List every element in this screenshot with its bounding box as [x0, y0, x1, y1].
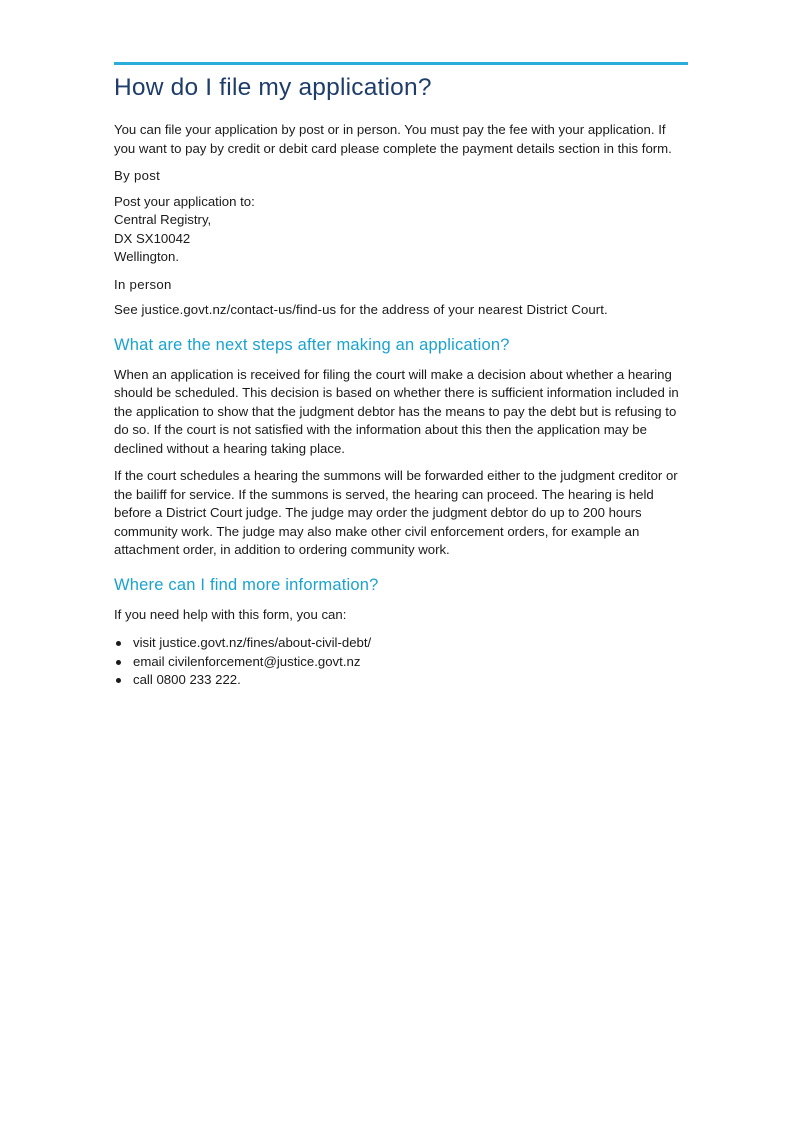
help-item-text: visit justice.govt.nz/fines/about-civil-debt/	[133, 635, 372, 650]
intro-paragraph: You can file your application by post or in person. You must pay the fee with your application. If you want to pay by credit or debit card please complete the payment details section in this form.	[114, 122, 672, 156]
list-item	[114, 634, 688, 653]
bullet-icon	[116, 678, 121, 683]
address-line: Post your application to:	[114, 193, 255, 209]
help-list	[114, 634, 688, 690]
postal-address	[114, 193, 688, 267]
help-item-text: email civilenforcement@justice.govt.nz	[133, 653, 361, 669]
top-accent-rule	[114, 62, 688, 65]
address-line: Central Registry,	[114, 212, 212, 227]
bullet-icon	[116, 641, 121, 646]
in-person-heading: In person	[114, 276, 172, 292]
more-info-heading: Where can I find more information?	[114, 575, 379, 594]
in-person-text: See justice.govt.nz/contact-us/find-us for the address of your nearest District Court.	[114, 302, 608, 317]
next-steps-heading: What are the next steps after making an application?	[114, 335, 510, 354]
next-steps-paragraph: When an application is received for filing the court will make a decision about whether a hearing should be scheduled. This decision is based on whether there is sufficient information included in the application to show that the judgment debtor has the means to pay the debt but is refusing to do so. If the court is not satisfied with the information about this then the application may be declined without a hearing taking place.	[114, 366, 679, 456]
help-item-text: call 0800 233 222.	[133, 672, 241, 687]
page-title: How do I file my application?	[114, 74, 432, 101]
list-item	[114, 653, 688, 672]
bullet-icon	[116, 660, 121, 665]
list-item	[114, 671, 688, 690]
address-line: Wellington.	[114, 249, 179, 264]
address-line: DX SX10042	[114, 230, 191, 246]
by-post-heading: By post	[114, 168, 161, 183]
more-info-intro: If you need help with this form, you can:	[114, 606, 347, 622]
next-steps-paragraph: If the court schedules a hearing the summons will be forwarded either to the judgment creditor or the bailiff for service. If the summons is served, the hearing can proceed. The hearing is held before a District Court judge. The judge may order the judgment debtor do up to 200 hours community work. The judge may also make other civil enforcement orders, for example an attachment order, in addition to ordering community work.	[114, 468, 678, 557]
document-page	[114, 62, 688, 690]
